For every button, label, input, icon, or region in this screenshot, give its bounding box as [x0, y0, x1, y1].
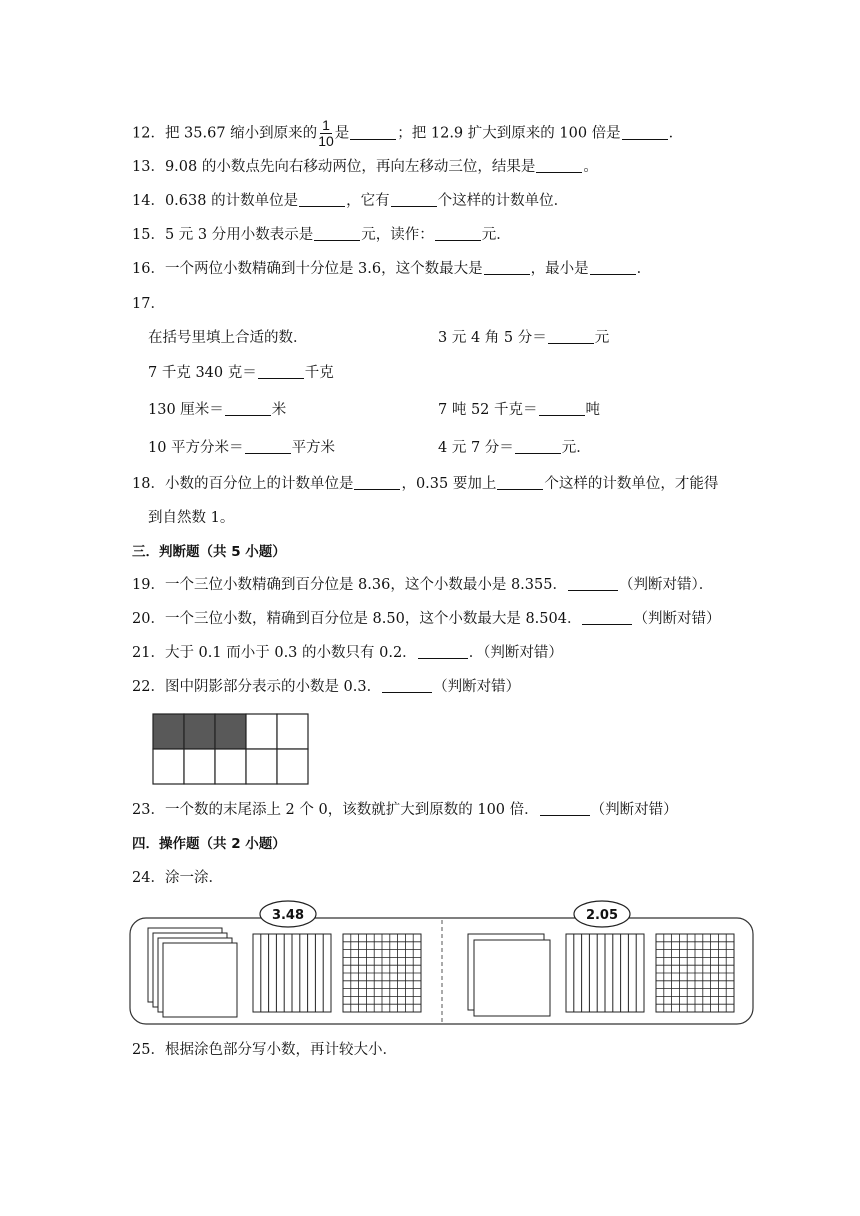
answer-blank[interactable]: [539, 401, 585, 416]
question-text: ，0.35 要加上: [401, 476, 497, 492]
question-18-continuation: 到自然数 1。: [148, 510, 235, 526]
question-number: 19．: [132, 577, 165, 593]
q17-item-yuan: [438, 438, 591, 458]
question-22: [132, 677, 520, 697]
answer-blank[interactable]: [548, 329, 594, 344]
grid-cell: [246, 714, 277, 749]
answer-blank[interactable]: [418, 644, 468, 659]
question-text: ，它有: [346, 193, 390, 209]
section-heading-operation: 四．操作题（共 2 小题）: [132, 836, 286, 852]
question-text: 个这样的计数单位．: [437, 193, 569, 209]
question-19: [132, 575, 713, 595]
whole-square[interactable]: [163, 943, 237, 1017]
item-text: 7 千克 340 克＝: [148, 365, 257, 381]
q17-item-area: [148, 438, 335, 458]
answer-blank[interactable]: [354, 475, 400, 490]
question-17-number: 17．: [132, 296, 165, 312]
question-text: （判断对错）: [590, 802, 678, 818]
answer-blank[interactable]: [258, 364, 304, 379]
grid-cell: [277, 714, 308, 749]
answer-blank[interactable]: [590, 260, 636, 275]
question-16: [132, 259, 651, 279]
question-text: 是: [334, 125, 350, 142]
question-number: 13．: [132, 159, 165, 175]
question-text: 元，读作：: [361, 227, 434, 243]
item-text: 10 平方分米＝: [148, 440, 244, 456]
section-heading-judgement: 三．判断题（共 5 小题）: [132, 544, 286, 560]
question-text: 大于 0.1 而小于 0.3 的小数只有 0.2．: [164, 645, 417, 661]
item-unit: 千克: [304, 365, 334, 381]
question-20: [132, 609, 720, 629]
item-unit: 元．: [561, 440, 591, 456]
answer-blank[interactable]: [484, 260, 530, 275]
answer-blank[interactable]: [314, 226, 360, 241]
fraction: [318, 118, 334, 149]
q17-item-kg: [148, 363, 334, 383]
grid-cell: [277, 749, 308, 784]
question-text: 元．: [481, 227, 511, 243]
answer-blank[interactable]: [622, 125, 668, 140]
question-text: 9.08 的小数点先向右移动两位，再向左移动三位，结果是: [164, 159, 536, 175]
answer-blank[interactable]: [382, 678, 432, 693]
question-text: 一个三位小数精确到百分位是 8.36，这个小数最小是 8.355．: [164, 577, 567, 593]
question-number: 15．: [132, 227, 165, 243]
item-unit: 平方米: [291, 440, 336, 456]
answer-blank[interactable]: [568, 576, 618, 591]
question-24: [132, 868, 223, 888]
question-number: 23．: [132, 802, 165, 818]
fraction-denominator: 10: [318, 133, 334, 149]
item-unit: 吨: [585, 402, 601, 418]
question-number: 16．: [132, 261, 165, 277]
grid-cell: [153, 749, 184, 784]
question-text: 。: [583, 159, 598, 175]
question-13: [132, 157, 598, 177]
q17-intro: 在括号里填上合适的数．: [148, 330, 308, 346]
question-15: [132, 225, 511, 245]
question-text: （判断对错）: [633, 611, 721, 627]
item-text: 7 吨 52 千克＝: [438, 402, 538, 418]
tenths-square-left[interactable]: [253, 934, 331, 1012]
question-text: 个这样的计数单位，才能得: [544, 476, 719, 492]
tenths-square-right[interactable]: [566, 934, 644, 1012]
q17-item-money: [438, 328, 609, 348]
answer-blank[interactable]: [515, 439, 561, 454]
whole-squares-stack-left[interactable]: [148, 928, 237, 1017]
answer-blank[interactable]: [497, 475, 543, 490]
value-label-right: 2.05: [585, 908, 619, 923]
answer-blank[interactable]: [536, 158, 582, 173]
answer-blank[interactable]: [350, 125, 396, 140]
value-label-left: 3.48: [271, 908, 305, 923]
question-25: [132, 1040, 397, 1060]
shaded-grid-figure: [152, 713, 312, 785]
question-text: 涂一涂．: [164, 870, 223, 886]
question-text: 把 35.67 缩小到原来的: [164, 125, 318, 142]
answer-blank[interactable]: [391, 192, 437, 207]
hundredths-square-right[interactable]: [656, 934, 734, 1012]
q17-item-cm: [148, 400, 286, 420]
q17-item-ton: [438, 400, 600, 420]
grid-cells: [153, 714, 308, 784]
grid-cell: [215, 749, 246, 784]
item-text: 130 厘米＝: [148, 402, 224, 418]
question-21: [132, 643, 563, 663]
question-number: 21．: [132, 645, 165, 661]
question-number: 14．: [132, 193, 165, 209]
item-text: 3 元 4 角 5 分＝: [438, 330, 547, 346]
whole-squares-stack-right[interactable]: [468, 934, 550, 1016]
question-23: [132, 800, 678, 820]
question-text: （判断对错）．: [618, 577, 714, 593]
question-text: 图中阴影部分表示的小数是 0.3．: [164, 679, 382, 695]
question-number: 20．: [132, 611, 165, 627]
answer-blank[interactable]: [582, 610, 632, 625]
question-text: ．: [636, 261, 652, 277]
question-text: 小数的百分位上的计数单位是: [164, 476, 354, 492]
question-number: 22．: [132, 679, 165, 695]
question-12: [132, 118, 683, 149]
question-18: [132, 474, 718, 494]
item-text: 4 元 7 分＝: [438, 440, 514, 456]
question-number: 12．: [132, 125, 165, 142]
fraction-numerator: 1: [322, 117, 330, 133]
grid-cell: [246, 749, 277, 784]
answer-blank[interactable]: [299, 192, 345, 207]
question-number: 18．: [132, 476, 165, 492]
answer-blank[interactable]: [435, 226, 481, 241]
question-text: 根据涂色部分写小数，再计较大小．: [164, 1042, 397, 1058]
question-text: （判断对错）: [433, 679, 521, 695]
grid-cell: [184, 749, 215, 784]
question-14: [132, 191, 568, 211]
question-text: 一个两位小数精确到十分位是 3.6，这个数最大是: [164, 261, 483, 277]
question-text: 0.638 的计数单位是: [164, 193, 299, 209]
question-number: 25．: [132, 1042, 165, 1058]
question-text: 一个数的末尾添上 2 个 0，该数就扩大到原数的 100 倍．: [164, 802, 539, 818]
hundredths-square-left[interactable]: [343, 934, 421, 1012]
whole-square[interactable]: [474, 940, 550, 1016]
question-text: ；把 12.9 扩大到原来的 100 倍是: [397, 125, 621, 142]
question-number: 24．: [132, 870, 165, 886]
question-text: 一个三位小数，精确到百分位是 8.50，这个小数最大是 8.504．: [164, 611, 582, 627]
item-unit: 米: [271, 402, 287, 418]
item-unit: 元: [594, 330, 610, 346]
coloring-figure: [128, 898, 756, 1028]
answer-blank[interactable]: [540, 801, 590, 816]
question-text: 5 元 3 分用小数表示是: [164, 227, 314, 243]
question-text: ，最小是: [530, 261, 589, 277]
answer-blank[interactable]: [225, 401, 271, 416]
question-text: ．: [668, 125, 684, 142]
shaded-cell: [215, 714, 246, 749]
shaded-cell: [153, 714, 184, 749]
shaded-cell: [184, 714, 215, 749]
question-text: ．（判断对错）: [468, 645, 563, 661]
answer-blank[interactable]: [245, 439, 291, 454]
